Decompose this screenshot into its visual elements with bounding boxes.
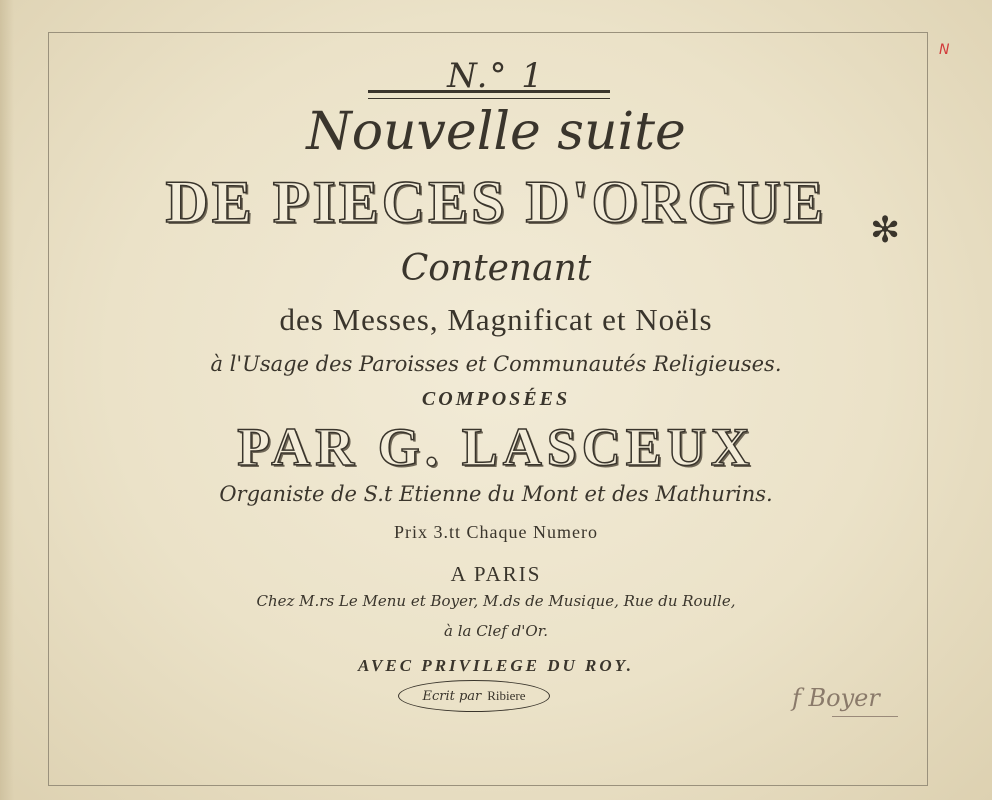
engraver-prefix: Ecrit par	[422, 688, 482, 704]
composer-name: PAR G. LASCEUX	[237, 417, 755, 477]
composer-title: Organiste de S.t Etienne du Mont et des Mathurins.	[219, 482, 773, 506]
publisher-line: Chez M.rs Le Menu et Boyer, M.ds de Musique, Rue du Roulle,	[256, 592, 736, 610]
heading-main: DE PIECES D'ORGUE	[165, 169, 827, 235]
asterisk-ornament: ✻	[870, 210, 901, 251]
heading-script: Nouvelle suite	[306, 102, 686, 162]
usage-line: à l'Usage des Paroisses et Communautés Religieuses.	[210, 352, 782, 376]
engraver-cartouche	[398, 680, 550, 712]
signature-flourish	[832, 716, 898, 717]
contents-line: des Messes, Magnificat et Noëls	[279, 302, 713, 337]
corner-mark: N	[939, 42, 950, 58]
city-line: A PARIS	[450, 562, 542, 586]
title-rule	[368, 90, 610, 99]
shop-sign-line: à la Clef d'Or.	[443, 622, 548, 640]
issue-number: N.° 1	[447, 56, 545, 96]
privilege-line: AVEC PRIVILEGE DU ROY.	[357, 656, 635, 675]
price-line: Prix 3.tt Chaque Numero	[394, 522, 598, 542]
handwritten-signature: f Boyer	[792, 684, 880, 712]
contenant-label: Contenant	[400, 248, 592, 289]
composees-label: COMPOSÉES	[421, 388, 571, 410]
engraver-name: Ribiere	[487, 688, 526, 703]
